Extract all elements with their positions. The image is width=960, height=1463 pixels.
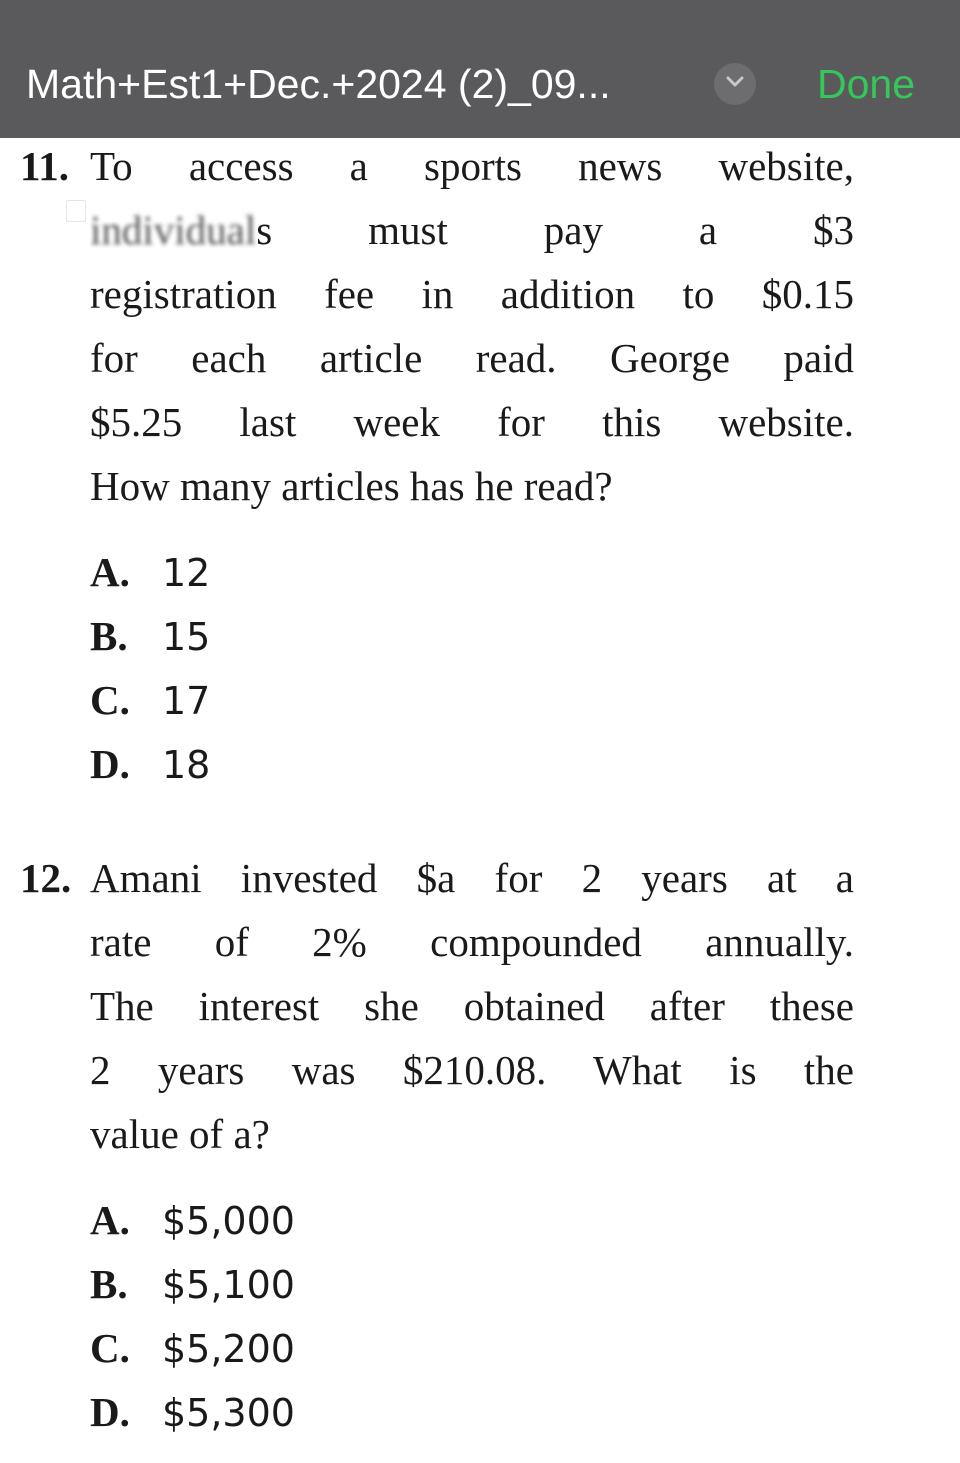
option-value: 15 — [162, 615, 211, 659]
chevron-down-icon — [725, 75, 745, 93]
option-letter: A. — [90, 1197, 130, 1243]
option-letter: C. — [90, 677, 130, 723]
option-letter: B. — [90, 613, 128, 659]
question-text-line: rate of 2% compounded annually. — [90, 919, 854, 965]
answer-option[interactable] — [90, 604, 210, 669]
answer-option[interactable] — [90, 1380, 295, 1445]
done-button[interactable]: Done — [817, 61, 916, 107]
question-text-line: for each article read. George paid — [90, 335, 854, 381]
question-text-line: To access a sports news website, — [90, 143, 854, 189]
document-page — [0, 138, 960, 1463]
ghost-artifact — [66, 200, 86, 222]
answer-option[interactable] — [90, 540, 210, 605]
option-letter: B. — [90, 1261, 128, 1307]
option-value: 18 — [162, 743, 211, 787]
question-text-line: registration fee in addition to $0.15 — [90, 271, 854, 317]
answer-option[interactable] — [90, 1252, 295, 1317]
question-text-line: Amani invested $a for 2 years at a — [90, 855, 854, 901]
answer-option[interactable] — [90, 1188, 295, 1253]
question-text-line: How many articles has he read? — [90, 463, 613, 509]
option-value: 17 — [162, 679, 211, 723]
option-value: $5,300 — [162, 1391, 295, 1435]
question-text-line: $5.25 last week for this website. — [90, 399, 854, 445]
answer-option[interactable] — [90, 1316, 295, 1381]
option-value: $5,000 — [162, 1199, 295, 1243]
question-text-line: 2 years was $210.08. What is the — [90, 1047, 854, 1093]
answer-option[interactable] — [90, 732, 210, 797]
blurred-word: individual — [90, 207, 257, 253]
top-toolbar — [0, 0, 960, 138]
option-letter: C. — [90, 1325, 130, 1371]
option-letter: A. — [90, 549, 130, 595]
option-value: 12 — [162, 551, 211, 595]
question-text-line: individuals must pay a $3 — [90, 207, 854, 253]
option-letter: D. — [90, 741, 130, 787]
question-text-line: The interest she obtained after these — [90, 983, 854, 1029]
document-title[interactable]: Math+Est1+Dec.+2024 (2)_09... — [26, 61, 611, 107]
option-value: $5,200 — [162, 1327, 295, 1371]
answer-option[interactable] — [90, 668, 210, 733]
title-menu-button[interactable] — [714, 63, 756, 105]
question-text-line: value of a? — [90, 1111, 270, 1157]
option-value: $5,100 — [162, 1263, 295, 1307]
question-number: 11. — [20, 143, 69, 189]
option-letter: D. — [90, 1389, 130, 1435]
question-number: 12. — [20, 855, 72, 901]
